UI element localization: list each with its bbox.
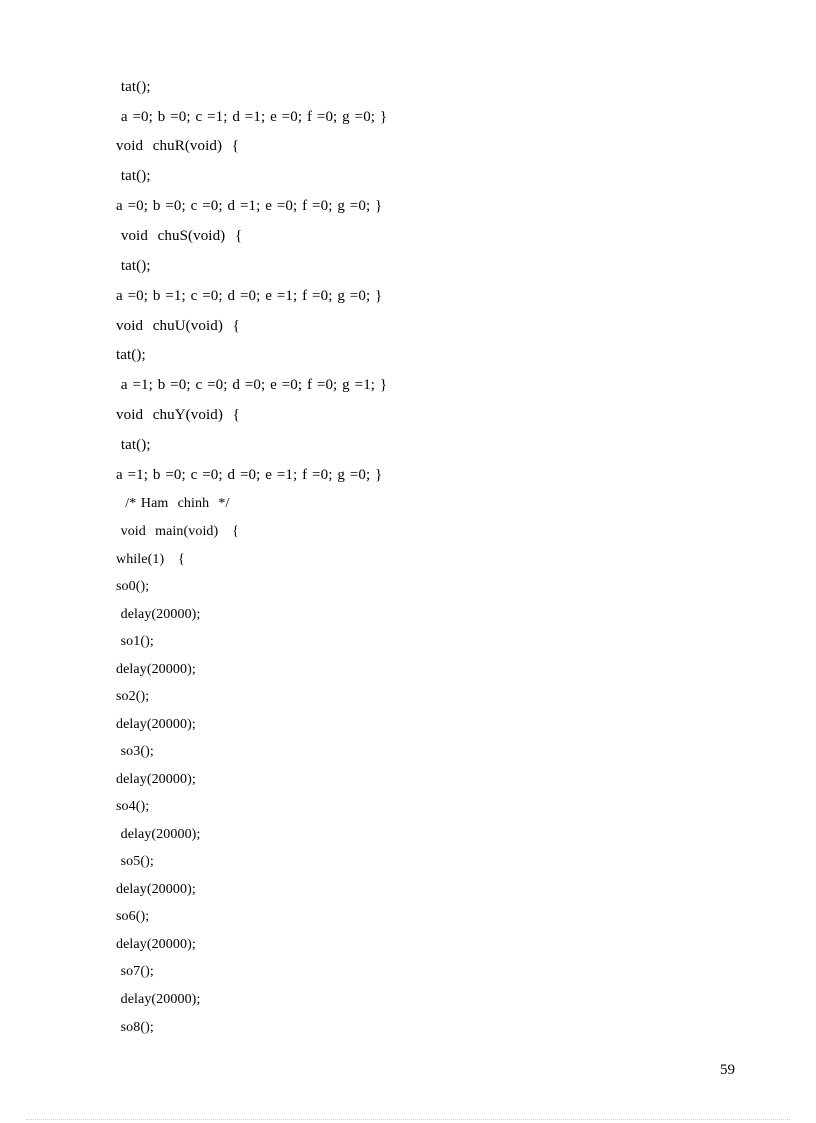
code-line: delay(20000); bbox=[116, 717, 196, 732]
code-line: void chuR(void) { bbox=[116, 138, 240, 154]
code-line: so5(); bbox=[116, 854, 154, 869]
code-line: a =1; b =0; c =0; d =0; e =1; f =0; g =0; } bbox=[116, 467, 383, 483]
code-line: delay(20000); bbox=[116, 607, 201, 622]
code-line: tat(); bbox=[116, 437, 151, 453]
code-line: so2(); bbox=[116, 689, 150, 704]
code-line: so8(); bbox=[116, 1020, 154, 1035]
code-line: tat(); bbox=[116, 79, 151, 95]
code-line: delay(20000); bbox=[116, 937, 196, 952]
code-line: tat(); bbox=[116, 258, 151, 274]
code-line: while(1) { bbox=[116, 552, 185, 567]
code-line: delay(20000); bbox=[116, 827, 201, 842]
code-line: void chuU(void) { bbox=[116, 318, 240, 334]
code-line: delay(20000); bbox=[116, 882, 196, 897]
code-line: so3(); bbox=[116, 744, 154, 759]
code-line: void chuY(void) { bbox=[116, 407, 240, 423]
code-comment: /* Ham chinh */ bbox=[116, 496, 230, 511]
code-line: void main(void) { bbox=[116, 524, 239, 539]
code-line: delay(20000); bbox=[116, 662, 196, 677]
page-number: 59 bbox=[720, 1062, 735, 1078]
code-line: so6(); bbox=[116, 909, 150, 924]
code-line: void chuS(void) { bbox=[116, 228, 243, 244]
code-line: so7(); bbox=[116, 964, 154, 979]
code-line: so0(); bbox=[116, 579, 150, 594]
code-line: tat(); bbox=[116, 347, 146, 363]
code-line: a =0; b =0; c =1; d =1; e =0; f =0; g =0; } bbox=[116, 109, 388, 125]
code-line: so1(); bbox=[116, 634, 154, 649]
code-line: a =1; b =0; c =0; d =0; e =0; f =0; g =1; } bbox=[116, 377, 388, 393]
code-line: tat(); bbox=[116, 168, 151, 184]
code-line: so4(); bbox=[116, 799, 150, 814]
code-line: delay(20000); bbox=[116, 772, 196, 787]
code-line: a =0; b =1; c =0; d =0; e =1; f =0; g =0; } bbox=[116, 288, 383, 304]
code-line: delay(20000); bbox=[116, 992, 201, 1007]
footer-divider bbox=[26, 1119, 790, 1120]
code-line: a =0; b =0; c =0; d =1; e =0; f =0; g =0; } bbox=[116, 198, 383, 214]
